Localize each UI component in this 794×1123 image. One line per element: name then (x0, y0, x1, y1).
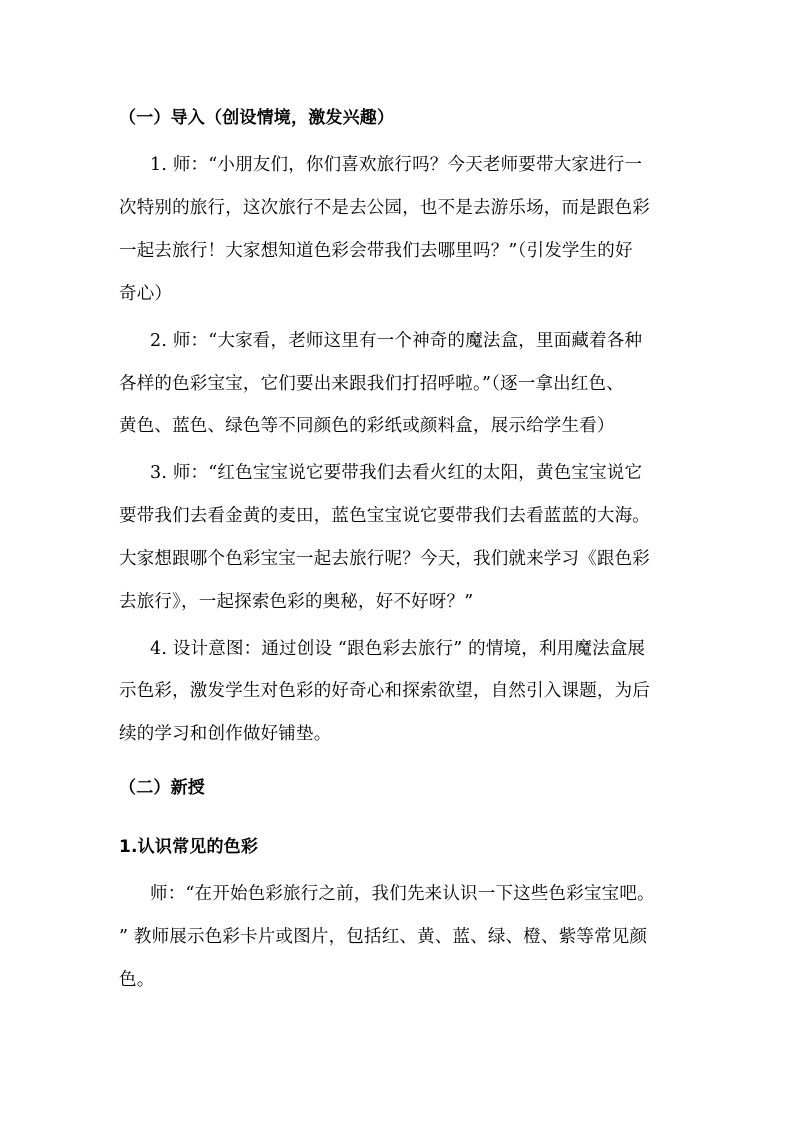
paragraph-line: ” 教师展示色彩卡片或图片，包括红、黄、蓝、绿、橙、紫等常见颜 (119, 927, 648, 947)
section-heading-intro: （一）导入（创设情境，激发兴趣） (119, 108, 395, 128)
paragraph-line: 色。 (119, 970, 155, 990)
paragraph-line: 4. 设计意图：通过创设 “跟色彩去旅行” 的情境，利用魔法盒展 (150, 639, 646, 659)
paragraph-line: 续的学习和创作做好铺垫。 (119, 724, 332, 744)
paragraph-line: 要带我们去看金黄的麦田，蓝色宝宝说它要带我们去看蓝蓝的大海。 (119, 506, 650, 526)
paragraph-line: 一起去旅行！大家想知道色彩会带我们去哪里吗？”（引发学生的好 (119, 241, 633, 261)
paragraph-line: 去旅行》，一起探索色彩的奥秘，好不好呀？” (119, 592, 474, 612)
paragraph-line: 大家想跟哪个色彩宝宝一起去旅行呢？今天，我们就来学习《跟色彩 (119, 549, 650, 569)
paragraph-line: 2. 师：“大家看，老师这里有一个神奇的魔法盒，里面藏着各种 (150, 331, 643, 351)
paragraph-line: 各样的色彩宝宝，它们要出来跟我们打招呼啦。”（逐一拿出红色、 (119, 374, 624, 394)
paragraph-line: 1. 师：“小朋友们，你们喜欢旅行吗？今天老师要带大家进行一 (150, 155, 643, 175)
paragraph-line: 师：“在开始色彩旅行之前，我们先来认识一下这些色彩宝宝吧。 (150, 884, 655, 904)
paragraph-line: 3. 师：“红色宝宝说它要带我们去看火红的太阳，黄色宝宝说它 (150, 463, 643, 483)
paragraph-line: 示色彩，激发学生对色彩的好奇心和探索欲望，自然引入课题，为后 (119, 681, 650, 701)
section-heading-new-lesson: （二）新授 (119, 778, 205, 798)
paragraph-line: 黄色、蓝色、绿色等不同颜色的彩纸或颜料盒，展示给学生看） (119, 416, 615, 436)
paragraph-line: 奇心） (119, 284, 173, 304)
paragraph-line: 次特别的旅行，这次旅行不是去公园，也不是去游乐场，而是跟色彩 (119, 198, 650, 218)
subheading-common-colors: 1.认识常见的色彩 (119, 837, 259, 857)
